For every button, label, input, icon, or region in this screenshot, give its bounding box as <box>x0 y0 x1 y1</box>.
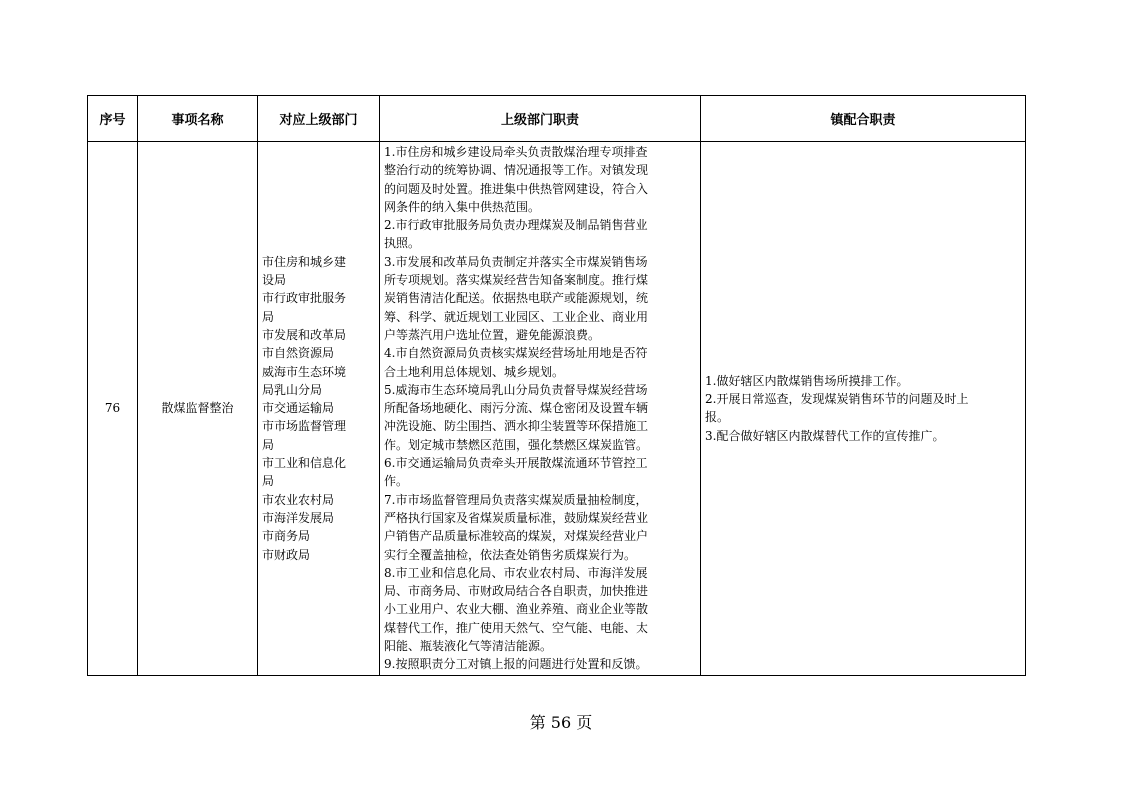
duty-line: 2.市行政审批服务局负责办理煤炭及制品销售营业 <box>384 218 648 233</box>
duty-line: 冲洗设施、防尘围挡、洒水抑尘装置等环保措施工 <box>384 419 649 434</box>
header-duties: 上级部门职责 <box>380 96 701 142</box>
department-line: 市工业和信息化 <box>262 456 347 471</box>
department-line: 市住房和城乡建 <box>262 254 347 269</box>
header-name: 事项名称 <box>138 96 258 142</box>
duty-line: 网条件的纳入集中供热范围。 <box>384 199 541 214</box>
duty-line: 3.市发展和改革局负责制定并落实全市煤炭销售场 <box>384 254 648 269</box>
duty-line: 所配备场地硬化、雨污分流、煤仓密闭及设置车辆 <box>384 401 649 416</box>
town-duty-line: 3.配合做好辖区内散煤替代工作的宣传推广。 <box>705 428 945 443</box>
duty-line: 4.市自然资源局负责核实煤炭经营场址用地是否符 <box>384 346 648 361</box>
town-duty-line: 2.开展日常巡查，发现煤炭销售环节的问题及时上 <box>705 392 969 406</box>
duty-table <box>87 95 1026 676</box>
duty-line: 小工业用户、农业大棚、渔业养殖、商业企业等散 <box>384 602 649 617</box>
duty-line: 户销售产品质量标准较高的煤炭，对煤炭经营业户 <box>384 529 649 544</box>
duties-cell <box>380 142 701 676</box>
item-number: 76 <box>88 142 138 676</box>
department-line: 威海市生态环境 <box>262 364 347 379</box>
duty-line: 炭销售清洁化配送。依据热电联产或能源规划，统 <box>384 291 649 306</box>
department-line: 局 <box>262 437 275 452</box>
town-duty-line: 1.做好辖区内散煤销售场所摸排工作。 <box>705 373 909 388</box>
duty-line: 严格执行国家及省煤炭质量标准，鼓励煤炭经营业 <box>384 510 649 525</box>
department-line: 市发展和改革局 <box>262 327 347 342</box>
duty-line: 实行全覆盖抽检，依法查处销售劣质煤炭行为。 <box>384 547 637 562</box>
duty-line: 筹、科学、就近规划工业园区、工业企业、商业用 <box>384 309 649 324</box>
department-line: 市自然资源局 <box>262 346 335 361</box>
duty-line: 5.威海市生态环境局乳山分局负责督导煤炭经营场 <box>384 382 648 397</box>
department-line: 市交通运输局 <box>262 401 335 416</box>
header-row <box>88 96 1026 142</box>
duty-line: 1.市住房和城乡建设局牵头负责散煤治理专项排查 <box>384 145 648 159</box>
duty-line: 执照。 <box>384 236 421 251</box>
department-line: 局 <box>262 474 275 489</box>
duty-line: 8.市工业和信息化局、市农业农村局、市海洋发展 <box>384 565 648 580</box>
duty-line: 煤替代工作，推广使用天然气、空气能、电能、太 <box>384 620 649 635</box>
duty-line: 户等蒸汽用户选址位置，避免能源浪费。 <box>384 327 601 342</box>
department-line: 市农业农村局 <box>262 492 335 507</box>
item-name: 散煤监督整治 <box>138 142 258 676</box>
table-row <box>88 142 1026 676</box>
department-line: 设局 <box>262 273 287 288</box>
header-town: 镇配合职责 <box>701 96 1026 142</box>
department-line: 市财政局 <box>262 547 311 562</box>
department-line: 局 <box>262 309 275 324</box>
duty-line: 局、市商务局、市财政局结合各自职责，加快推进 <box>384 584 649 599</box>
duty-line: 的问题及时处置。推进集中供热管网建设，符合入 <box>384 181 649 196</box>
town-duty-line: 报。 <box>705 410 730 425</box>
department-line: 局乳山分局 <box>262 382 323 397</box>
duty-line: 6.市交通运输局负责牵头开展散煤流通环节管控工 <box>384 456 648 471</box>
header-dept: 对应上级部门 <box>258 96 380 142</box>
duty-line: 7.市市场监督管理局负责落实煤炭质量抽检制度， <box>384 492 648 507</box>
duty-line: 作。划定城市禁燃区范围，强化禁燃区煤炭监管。 <box>384 437 649 452</box>
department-line: 市海洋发展局 <box>262 510 335 525</box>
department-line: 市市场监督管理 <box>262 419 347 434</box>
town-duties-cell <box>701 142 1026 676</box>
header-num: 序号 <box>88 96 138 142</box>
duty-line: 9.按照职责分工对镇上报的问题进行处置和反馈。 <box>384 657 648 672</box>
department-line: 市商务局 <box>262 529 311 544</box>
duty-line: 作。 <box>384 474 409 489</box>
duty-line: 整治行动的统筹协调、情况通报等工作。对镇发现 <box>384 163 649 178</box>
departments-cell <box>258 142 380 676</box>
duty-line: 合土地利用总体规划、城乡规划。 <box>384 364 565 379</box>
duty-line: 阳能、瓶装液化气等清洁能源。 <box>384 639 553 654</box>
department-line: 市行政审批服务 <box>262 291 347 306</box>
duty-line: 所专项规划。落实煤炭经营告知备案制度。推行煤 <box>384 273 649 288</box>
page-number: 第 56 页 <box>529 713 593 732</box>
